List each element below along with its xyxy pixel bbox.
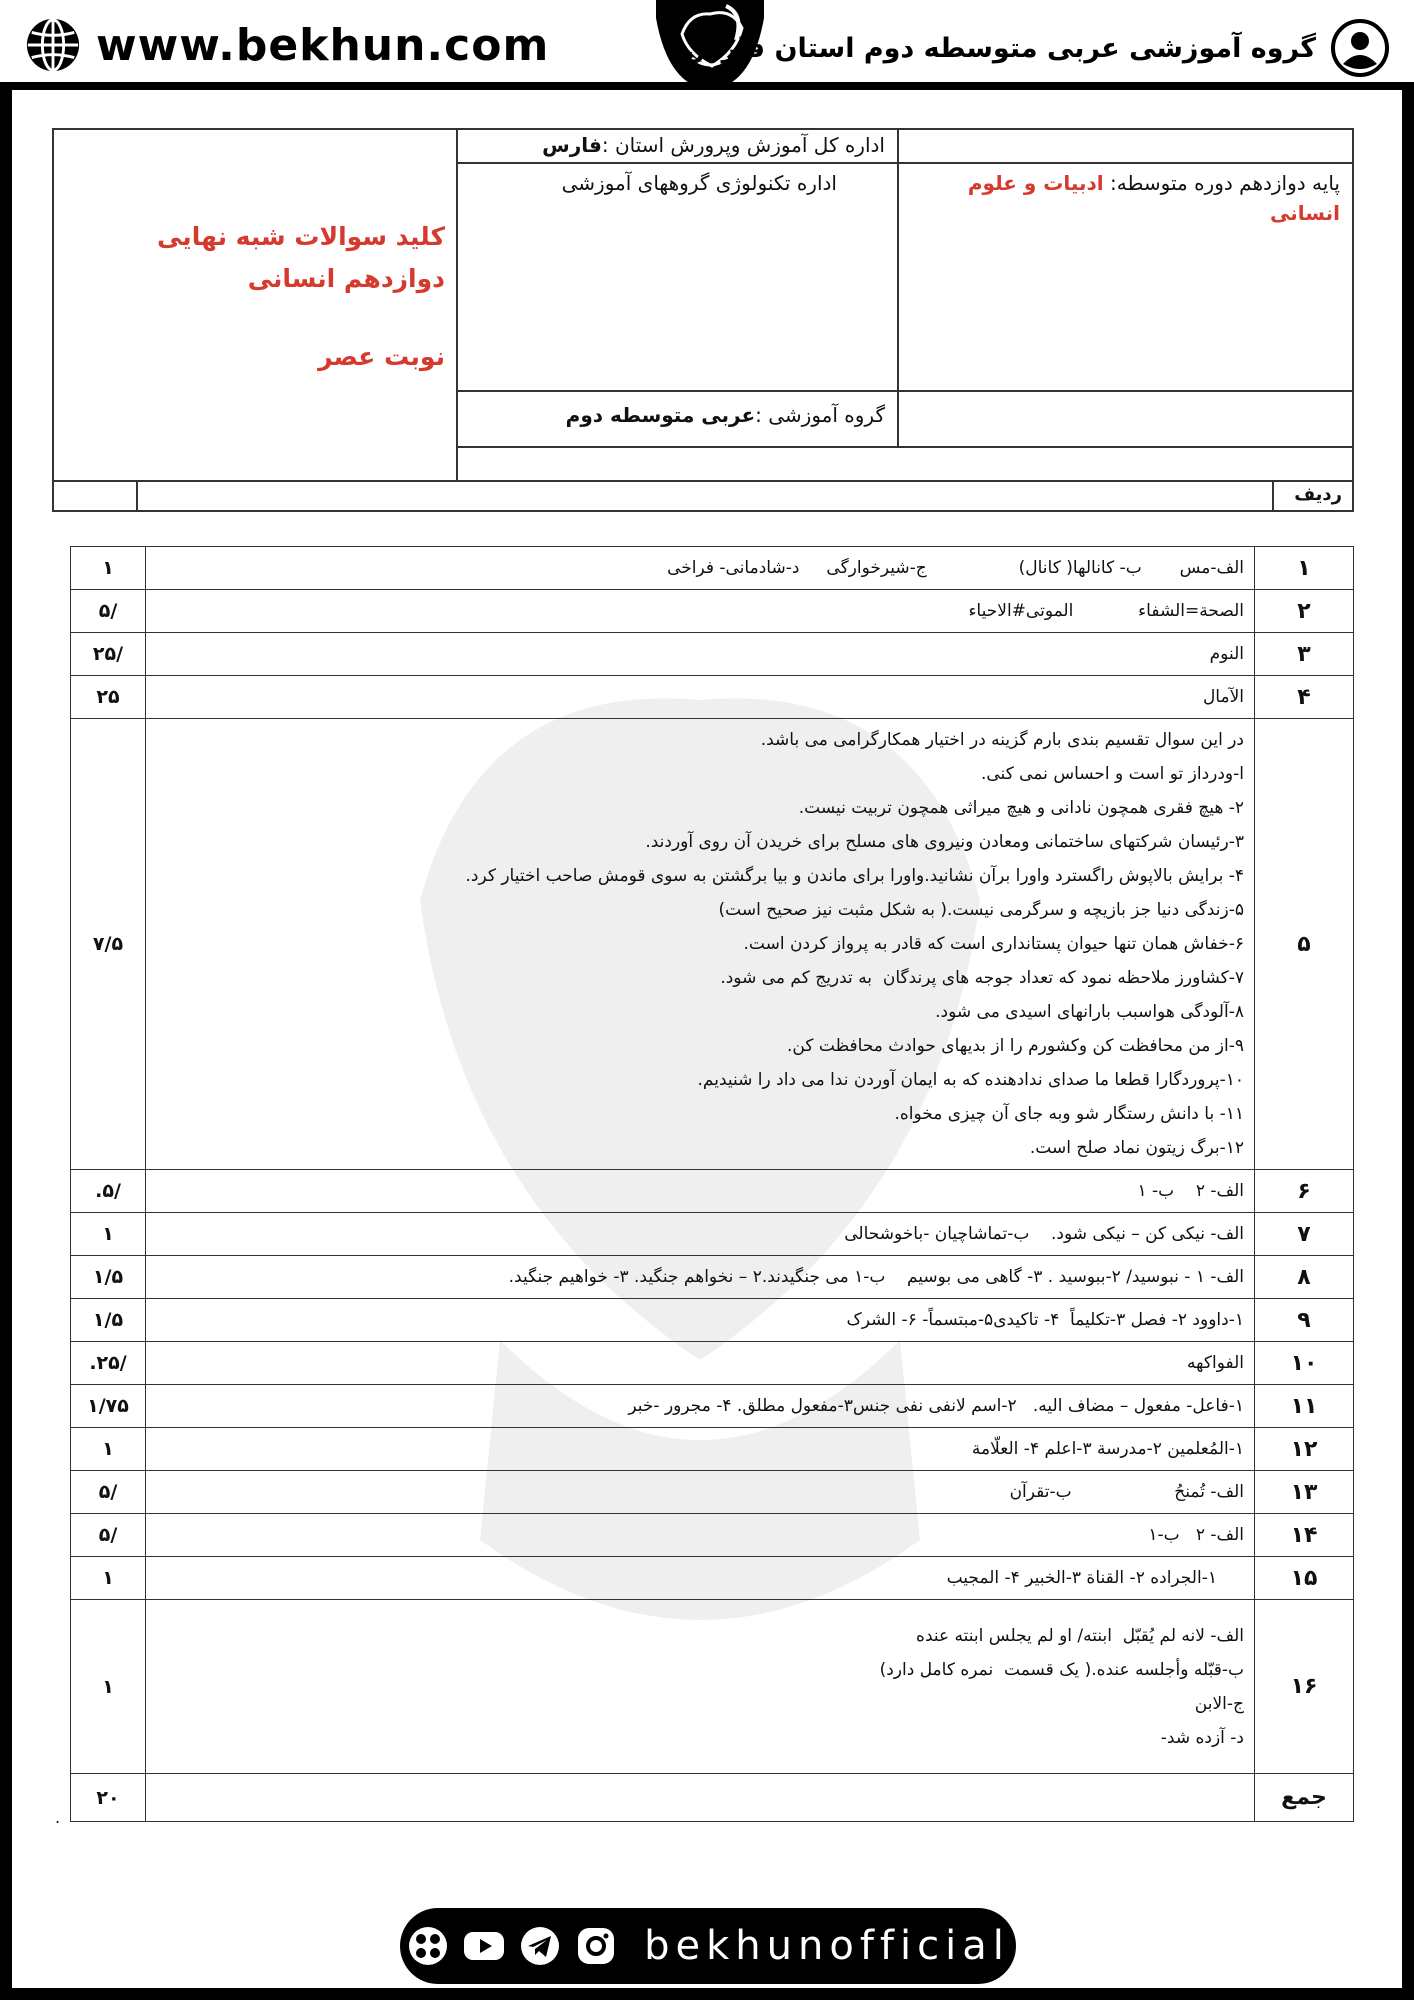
row-header-score <box>53 481 138 511</box>
telegram-icon[interactable] <box>518 1924 562 1968</box>
score-cell: /۲۵. <box>71 1342 146 1385</box>
answer-cell <box>146 1557 1255 1600</box>
question-number: ۱۱ <box>1255 1385 1354 1428</box>
row-header-blank <box>136 481 1273 511</box>
answer-line: الف- لانه لم یُقبّل ابنته/ او لم یجلس ابنته عنده <box>916 1625 1244 1646</box>
info-cell-empty <box>898 391 1353 447</box>
grade-cell <box>898 163 1353 391</box>
answer-line: الف- نیکی کن – نیکی شود. ب-تماشاچیان -باخوشحالی <box>844 1224 1244 1244</box>
answer-line: در این سوال تقسیم بندی بارم گزینه در اختیار همکارگرامی می باشد. <box>760 730 1244 750</box>
answer-line: د- آزده شد- <box>1160 1727 1244 1748</box>
answer-line: النوم <box>1209 644 1244 664</box>
answer-cell <box>146 590 1255 633</box>
answer-line: ۱-داوود ۲- فصل ۳-تکلیماً ۴- تاکیدی۵-مبتسماً- ۶- الشرک <box>846 1310 1244 1330</box>
table-row <box>71 1256 1354 1299</box>
question-number: ۷ <box>1255 1213 1354 1256</box>
table-row <box>71 1774 1354 1822</box>
table-row <box>71 719 1354 1170</box>
row-label: ردیف <box>1294 484 1342 505</box>
aparat-icon[interactable] <box>406 1924 450 1968</box>
score-cell: ۱ <box>71 1600 146 1774</box>
score-cell: ۱ <box>71 1213 146 1256</box>
question-number: ۱ <box>1255 547 1354 590</box>
answer-line: الف- تُمنحُ ب-تقرآن <box>1009 1482 1244 1502</box>
table-row <box>71 1213 1354 1256</box>
answer-line: ۱۱- با دانش رستگار شو وبه جای آن چیزی مخواه. <box>894 1104 1244 1124</box>
table-row <box>71 547 1354 590</box>
table-row <box>71 1557 1354 1600</box>
grade-value: ادبیات و علوم انسانی <box>967 171 1340 225</box>
table-row <box>71 633 1354 676</box>
table-row <box>71 1342 1354 1385</box>
question-number: ۲ <box>1255 590 1354 633</box>
score-cell: ۱ <box>71 547 146 590</box>
question-number: جمع <box>1255 1774 1354 1822</box>
instagram-icon[interactable] <box>574 1924 618 1968</box>
score-cell: /۵ <box>71 1471 146 1514</box>
answer-line: الآمال <box>1202 687 1244 707</box>
site-url[interactable]: www.bekhun.com <box>96 19 550 71</box>
site-link[interactable] <box>24 16 549 74</box>
question-number: ۵ <box>1255 719 1354 1170</box>
question-number: ۸ <box>1255 1256 1354 1299</box>
answer-cell <box>146 719 1255 1170</box>
answer-cell <box>146 1299 1255 1342</box>
answer-cell <box>146 676 1255 719</box>
score-cell: ۷/۵ <box>71 719 146 1170</box>
admin-line2: اداره تکنولوژی گروههای آموزشی <box>561 171 837 195</box>
score-cell: ۲۵ <box>71 676 146 719</box>
youtube-icon[interactable] <box>462 1924 506 1968</box>
answer-line: ۴- برایش بالاپوش راگسترد واورا برآن نشانید.واورا برای ماندن و بیا برگشتن به سوی قومش صاحب اختیار کرد. <box>465 866 1244 886</box>
subject-label: گروه آموزشی : <box>755 403 885 427</box>
social-footer <box>400 1908 1016 1984</box>
answer-cell <box>146 1170 1255 1213</box>
question-number: ۱۲ <box>1255 1428 1354 1471</box>
answer-cell <box>146 1471 1255 1514</box>
subject-value: عربی متوسطه دوم <box>565 403 756 427</box>
user-icon[interactable] <box>1330 18 1390 78</box>
table-row <box>71 1600 1354 1774</box>
answer-line: الف- ۲ ب-۱ <box>1148 1525 1244 1545</box>
question-number: ۱۴ <box>1255 1514 1354 1557</box>
question-number: ۳ <box>1255 633 1354 676</box>
answer-line: ۳-رئیسان شرکتهای ساختمانی ومعادن ونیروی های مسلح برای خریدن آن روی آوردند. <box>645 832 1244 852</box>
score-cell: /۵ <box>71 590 146 633</box>
table-row <box>71 1428 1354 1471</box>
table-row <box>71 1471 1354 1514</box>
answer-cell <box>146 547 1255 590</box>
social-handle[interactable]: bekhunofficial <box>644 1923 1010 1969</box>
score-cell: ۱ <box>71 1557 146 1600</box>
answer-cell <box>146 1385 1255 1428</box>
answer-line: ۲- هیچ فقری همچون نادانی و هیچ میراثی همچون تربیت نیست. <box>798 798 1244 818</box>
admin-line1-label: اداره کل آموزش وپرورش استان : <box>601 133 885 157</box>
table-row <box>71 1299 1354 1342</box>
stray-mark: . <box>55 1808 61 1827</box>
key-title-cell <box>53 129 458 481</box>
answer-line: الفواکهه <box>1186 1353 1244 1373</box>
answer-cell <box>146 1514 1255 1557</box>
question-number: ۴ <box>1255 676 1354 719</box>
answer-line: ۹-از من محافظت کن وکشورم را از بدیهای حوادث محافظت کن. <box>787 1036 1244 1056</box>
answer-line: ۵-زندگی دنیا جز بازیچه و سرگرمی نیست.( به شکل مثبت نیز صحیح است) <box>718 900 1244 920</box>
answer-line: ج-الابن <box>1194 1693 1244 1714</box>
answer-line: الصحة=الشفاء الموتی#الاحیاء <box>968 601 1244 621</box>
answer-cell <box>146 633 1255 676</box>
admin-line1-cell <box>456 129 898 163</box>
question-number: ۶ <box>1255 1170 1354 1213</box>
session-label: نوبت عصر <box>318 342 445 371</box>
question-number: ۱۳ <box>1255 1471 1354 1514</box>
answer-cell <box>146 1256 1255 1299</box>
answer-key-table <box>70 546 1354 1822</box>
top-banner <box>0 0 1414 90</box>
globe-icon <box>24 16 82 74</box>
answer-line: الف- ۱ - نبوسید/ ۲-ببوسید . ۳- گاهی می بوسیم ب-۱ می جنگیدند.۲ – نخواهم جنگید. ۳- خواهیم جنگید. <box>508 1267 1244 1287</box>
answer-cell <box>146 1774 1255 1822</box>
answer-line: ا-ودرداز تو است و احساس نمی کنی. <box>980 764 1244 784</box>
exam-info-table <box>52 128 1354 512</box>
score-cell: ۲۰ <box>71 1774 146 1822</box>
table-row <box>71 1385 1354 1428</box>
answer-line: ۱-الجراده ۲- القناة ۳-الخبیر ۴- المجیب <box>946 1568 1244 1588</box>
score-cell: /۲۵ <box>71 633 146 676</box>
admin-line2-cell <box>456 163 898 391</box>
answer-cell <box>146 1213 1255 1256</box>
info-cell-empty-top <box>898 129 1353 163</box>
answer-line: ۱-المُعلمین ۲-مدرسة ۳-اعلم ۴- العلّامة <box>971 1439 1244 1459</box>
question-number: ۹ <box>1255 1299 1354 1342</box>
score-cell: ۱/۵ <box>71 1256 146 1299</box>
group-title <box>684 18 1390 78</box>
score-cell: ۱/۷۵ <box>71 1385 146 1428</box>
score-cell: ۱ <box>71 1428 146 1471</box>
table-row <box>71 1514 1354 1557</box>
answer-line: ۱۰-پروردگارا قطعا ما صدای ندادهنده که به ایمان آوردن ندا می داد را شنیدیم. <box>697 1070 1244 1090</box>
answer-cell <box>146 1342 1255 1385</box>
answer-line: ۱۲-برگ زیتون نماد صلح است. <box>1029 1138 1244 1158</box>
answer-line: الف- ۲ ب- ۱ <box>1137 1181 1244 1201</box>
answer-line: ۶-خفاش همان تنها حیوان پستانداری است که قادر به پرواز کردن است. <box>743 934 1244 954</box>
answer-line: ۷-کشاورز ملاحظه نمود که تعداد جوجه های پرندگان به تدریج کم می شود. <box>720 968 1244 988</box>
answer-cell <box>146 1428 1255 1471</box>
score-cell: /۵ <box>71 1514 146 1557</box>
answer-line: الف-مس ب- کانالها( کانال) ج-شیرخوارگی د-شادمانی- فراخی <box>667 558 1244 578</box>
answer-cell <box>146 1600 1255 1774</box>
admin-line1-value: فارس <box>542 133 602 157</box>
info-cell-blank-row <box>456 447 1353 481</box>
question-number: ۱۵ <box>1255 1557 1354 1600</box>
question-number: ۱۶ <box>1255 1600 1354 1774</box>
answer-line: ب-قبّله وأجلسه عنده.( یک قسمت نمره کامل دارد) <box>879 1659 1244 1680</box>
score-cell: ۱/۵ <box>71 1299 146 1342</box>
key-title: کلید سوالات شبه نهایی دوازدهم انسانی <box>157 222 445 293</box>
score-cell: /۵. <box>71 1170 146 1213</box>
row-header <box>1273 481 1353 511</box>
group-title-text: گروه آموزشی عربی متوسطه دوم استان فارس <box>684 32 1316 64</box>
answer-line: ۱-فاعل- مفعول – مضاف الیه. ۲-اسم لانفی نفی جنس۳-مفعول مطلق. ۴- مجرور -خبر <box>628 1396 1244 1416</box>
answer-line: ۸-آلودگی هواسبب بارانهای اسیدی می شود. <box>935 1002 1244 1022</box>
table-row <box>71 676 1354 719</box>
grade-label: پایه دوازدهم دوره متوسطه: <box>1110 171 1340 195</box>
question-number: ۱۰ <box>1255 1342 1354 1385</box>
subject-cell <box>456 391 898 447</box>
table-row <box>71 590 1354 633</box>
table-row <box>71 1170 1354 1213</box>
